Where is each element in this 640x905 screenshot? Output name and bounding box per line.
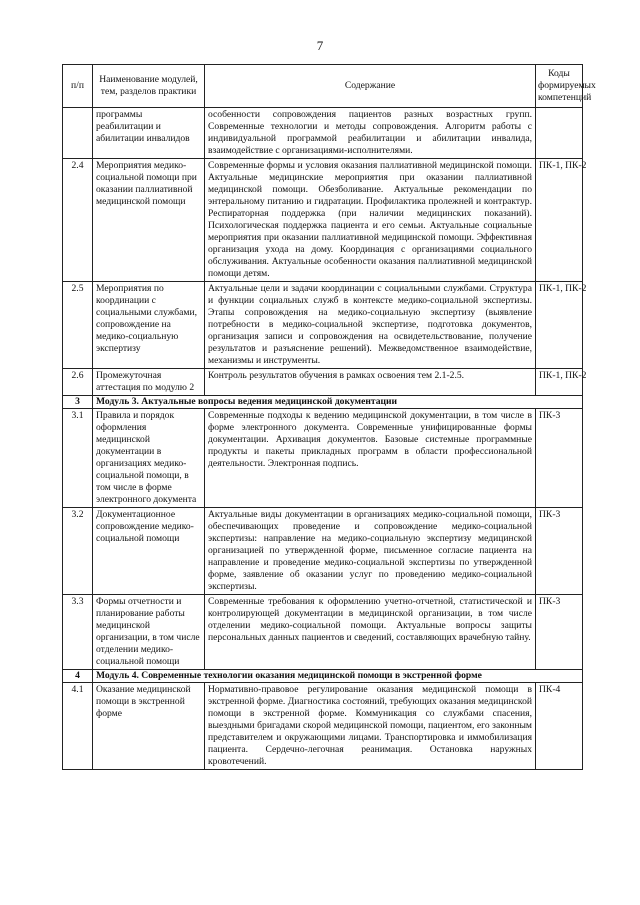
row-codes: ПК-1, ПК-2 [536,282,583,369]
row-num: 3.2 [63,508,93,595]
table-row [63,508,583,595]
row-codes: ПК-3 [536,508,583,595]
module-num: 3 [63,396,93,409]
table-row [63,159,583,282]
row-content: Современные формы и условия оказания паллиативной медицинской помощи. Актуальные медицинские мероприятия при оказании паллиативной медицинской помощи. Обезболивание. Актуальные рекомендации по энтеральному питанию и гидратации. Профилактика пролежней и контрактур. Респираторная поддержка (при наличии медицинских показаний). Психологическая поддержка пациента и его семьи. Актуальные социальные мероприятия при оказании паллиативной медицинской помощи. Эффективная организация ухода на дому. Координация с организациями социального обслуживания. Актуальные особенности оказания паллиативной медицинской помощи детям. [205,159,536,282]
row-codes: ПК-1, ПК-2 [536,369,583,396]
module-num: 4 [63,670,93,683]
row-num: 4.1 [63,683,93,770]
header-content: Содержание [205,65,536,108]
row-codes: ПК-3 [536,595,583,670]
header-name: Наименование модулей, тем, разделов практики [93,65,205,108]
row-name: Правила и порядок оформления медицинской документации в организациях медико-социальной помощи, в том числе в форме электронного документа [93,409,205,508]
table-row [63,683,583,770]
table-row [63,595,583,670]
curriculum-table [62,64,596,770]
row-name: Мероприятия медико-социальной помощи при оказании паллиативной медицинской помощи [93,159,205,282]
row-codes: ПК-1, ПК-2 [536,159,583,282]
row-content: Современные требования к оформлению учетно-отчетной, статистической и контролирующей документации в медицинской организации, в том числе отделении медико-социальной помощи. Актуальные вопросы защиты персональных данных пациентов и сведений, составляющих врачебную тайну. [205,595,536,670]
header-num: п/п [63,65,93,108]
row-name: Формы отчетности и планирование работы медицинской организации, в том числе отделении медико-социальной помощи [93,595,205,670]
row-codes: ПК-3 [536,409,583,508]
row-content: Современные подходы к ведению медицинской документации, в том числе в форме электронного документа. Современные унифицированные формы документации. Архивация документов. Базовые системные программные продукты и пакеты прикладных программ в области профессиональной деятельности. Электронная подпись. [205,409,536,508]
row-num: 2.6 [63,369,93,396]
row-num: 2.4 [63,159,93,282]
row-num: 3.1 [63,409,93,508]
row-content: Нормативно-правовое регулирование оказания медицинской помощи в экстренной форме. Диагностика состояний, требующих оказания медицинской помощи в экстренной форме. Коммуникация со службами спасения, выездными бригадами скорой медицинской помощи, пациентом, его законным представителем и окружающими лицами. Транспортировка и иммобилизация пациента. Сердечно-легочная реанимация. Остановка наружных кровотечений. [205,683,536,770]
header-codes: Коды формируемых компетенций [536,65,583,108]
table-row [63,282,583,369]
row-name: Промежуточная аттестация по модулю 2 [93,369,205,396]
row-num: 3.3 [63,595,93,670]
table-row [63,369,583,396]
module-4-row [63,670,583,683]
row-content: Актуальные цели и задачи координации с социальными службами. Структура и функции социальных служб в контексте медико-социальной экспертизы. Этапы сопровождения на медико-социальную экспертизу (выявление потребности в медико-социальной экспертизе, подготовка документов, организация записи и сопровождения на освидетельствование, получение результатов и разъяснение решений). Межведомственное взаимодействие, механизмы и инструменты. [205,282,536,369]
table-row [63,409,583,508]
row-codes [536,108,583,159]
row-name: Документационное сопровождение медико-социальной помощи [93,508,205,595]
page-number: 7 [316,38,324,53]
module-title: Модуль 3. Актуальные вопросы ведения медицинской документации [93,396,583,409]
row-name: Оказание медицинской помощи в экстренной форме [93,683,205,770]
row-content: особенности сопровождения пациентов разных возрастных групп. Современные технологии и методы сопровождения. Алгоритм работы с индивидуальной программой реабилитации и абилитации инвалида, взаимодействие с организациями-исполнителями. [205,108,536,159]
table-row [63,108,583,159]
row-content: Контроль результатов обучения в рамках освоения тем 2.1-2.5. [205,369,536,396]
row-num [63,108,93,159]
row-name: Мероприятия по координации с социальными службами, сопровождение на медико-социальную экспертизу [93,282,205,369]
row-codes: ПК-4 [536,683,583,770]
module-3-row [63,396,583,409]
row-num: 2.5 [63,282,93,369]
module-title: Модуль 4. Современные технологии оказания медицинской помощи в экстренной форме [93,670,583,683]
table-header-row [63,65,583,108]
row-content: Актуальные виды документации в организациях медико-социальной помощи, обеспечивающих проведение и сопровождение медико-социальной экспертизы: направление на медико-социальную экспертизу медицинской организацией по утвержденной форме, письменное согласие пациента на направление и проведение медико-социальной экспертизы по утвержденной форме, заявление об оказании услуг по проведению медико-социальной экспертизы. [205,508,536,595]
row-name: программы реабилитации и абилитации инвалидов [93,108,205,159]
